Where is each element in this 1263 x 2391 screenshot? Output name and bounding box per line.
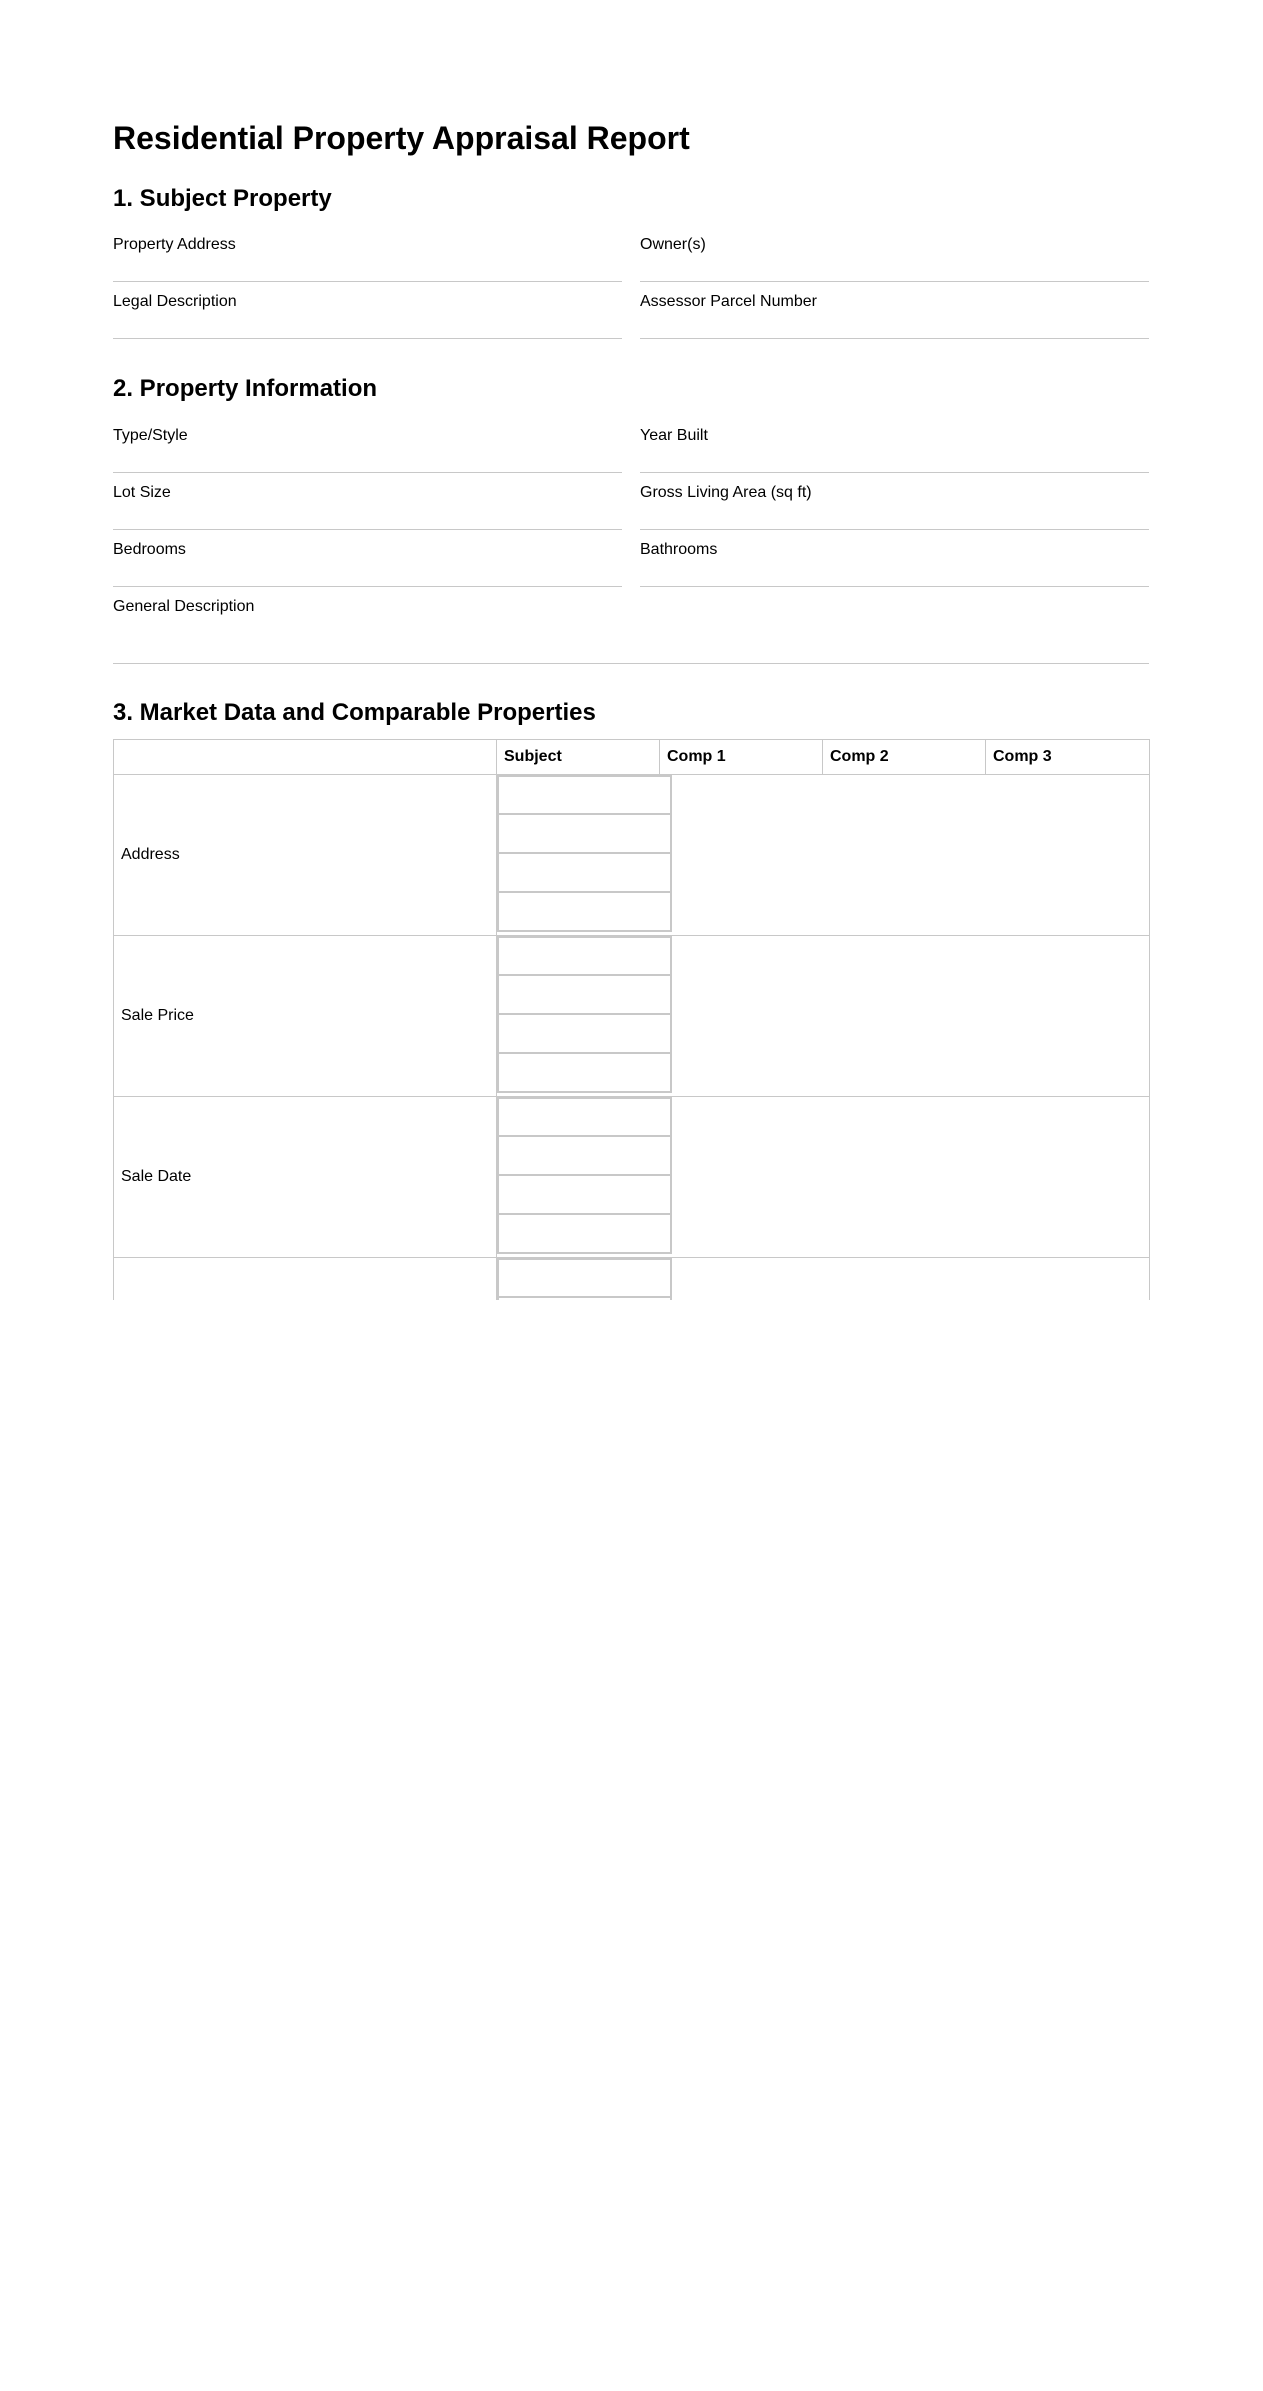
sale-price-comp-3-cell [497,1053,672,1093]
owners-input[interactable] [640,256,1149,281]
row-label-clipped [114,1258,497,1301]
gross-living-area-field [640,484,1149,530]
row-label-address: Address [114,775,497,936]
table-row-sale-price [114,936,1150,1097]
clipped-comp-1-input[interactable] [499,1298,670,1300]
sale-date-comp-2-input[interactable] [499,1176,670,1213]
address-comp-1-input[interactable] [499,815,670,852]
bedrooms-label: Bedrooms [113,541,186,558]
address-comp-3-cell [497,892,672,932]
bathrooms-label: Bathrooms [640,541,718,558]
legal-description-field [113,293,622,339]
type-style-label: Type/Style [113,427,188,444]
comparables-table-container [113,739,1153,1300]
general-description-field [113,598,1149,664]
address-subject-cell [497,775,672,815]
property-address-label: Property Address [113,236,236,253]
sale-price-cells [497,936,1150,1097]
bedrooms-field [113,541,622,587]
lot-size-label: Lot Size [113,484,171,501]
sale-date-comp-3-input[interactable] [499,1215,670,1252]
type-style-field [113,427,622,473]
sale-price-comp-1-cell [497,975,672,1015]
assessor-parcel-number-input[interactable] [640,313,1149,338]
sale-price-subject-input[interactable] [499,938,670,974]
assessor-parcel-number-label: Assessor Parcel Number [640,293,817,310]
property-address-input[interactable] [113,256,622,281]
section-heading-property-information: 2. Property Information [113,375,378,402]
general-description-input[interactable] [113,618,1149,663]
address-subject-input[interactable] [499,777,670,813]
row-label-sale-date: Sale Date [114,1097,497,1258]
sale-price-comp-3-input[interactable] [499,1054,670,1091]
table-header-row [114,740,1150,775]
address-comp-2-input[interactable] [499,854,670,891]
row-label-sale-price: Sale Price [114,936,497,1097]
column-header-blank [114,740,497,775]
legal-description-label: Legal Description [113,293,237,310]
gross-living-area-label: Gross Living Area (sq ft) [640,484,812,501]
clipped-subject-cell [497,1258,672,1298]
general-description-label: General Description [113,598,255,615]
table-row-clipped [114,1258,1150,1301]
section-heading-market-data: 3. Market Data and Comparable Properties [113,699,596,726]
address-comp-2-cell [497,853,672,893]
sale-date-comp-3-cell [497,1214,672,1254]
sale-date-comp-2-cell [497,1175,672,1215]
year-built-input[interactable] [640,447,1149,472]
property-address-field [113,236,622,282]
address-cells [497,775,1150,936]
sale-date-comp-1-cell [497,1136,672,1176]
owners-field [640,236,1149,282]
sale-date-subject-cell [497,1097,672,1137]
assessor-parcel-number-field [640,293,1149,339]
section-heading-subject-property: 1. Subject Property [113,185,332,212]
table-row-sale-date [114,1097,1150,1258]
column-header-subject: Subject [497,740,660,775]
comparables-table [113,739,1150,1300]
gross-living-area-input[interactable] [640,504,1149,529]
column-header-comp-3: Comp 3 [986,740,1150,775]
table-row-address [114,775,1150,936]
clipped-row-cells [497,1258,1150,1301]
sale-date-cells [497,1097,1150,1258]
bathrooms-input[interactable] [640,561,1149,586]
lot-size-field [113,484,622,530]
owners-label: Owner(s) [640,236,706,253]
year-built-field [640,427,1149,473]
legal-description-input[interactable] [113,313,622,338]
clipped-subject-input[interactable] [499,1260,670,1296]
column-header-comp-1: Comp 1 [660,740,823,775]
address-comp-1-cell [497,814,672,854]
year-built-label: Year Built [640,427,708,444]
sale-date-subject-input[interactable] [499,1099,670,1135]
bedrooms-input[interactable] [113,561,622,586]
page-title: Residential Property Appraisal Report [113,120,690,156]
clipped-comp-1-cell [497,1297,672,1300]
sale-price-comp-1-input[interactable] [499,976,670,1013]
sale-date-comp-1-input[interactable] [499,1137,670,1174]
type-style-input[interactable] [113,447,622,472]
column-header-comp-2: Comp 2 [823,740,986,775]
sale-price-comp-2-cell [497,1014,672,1054]
lot-size-input[interactable] [113,504,622,529]
sale-price-comp-2-input[interactable] [499,1015,670,1052]
bathrooms-field [640,541,1149,587]
address-comp-3-input[interactable] [499,893,670,930]
sale-price-subject-cell [497,936,672,976]
